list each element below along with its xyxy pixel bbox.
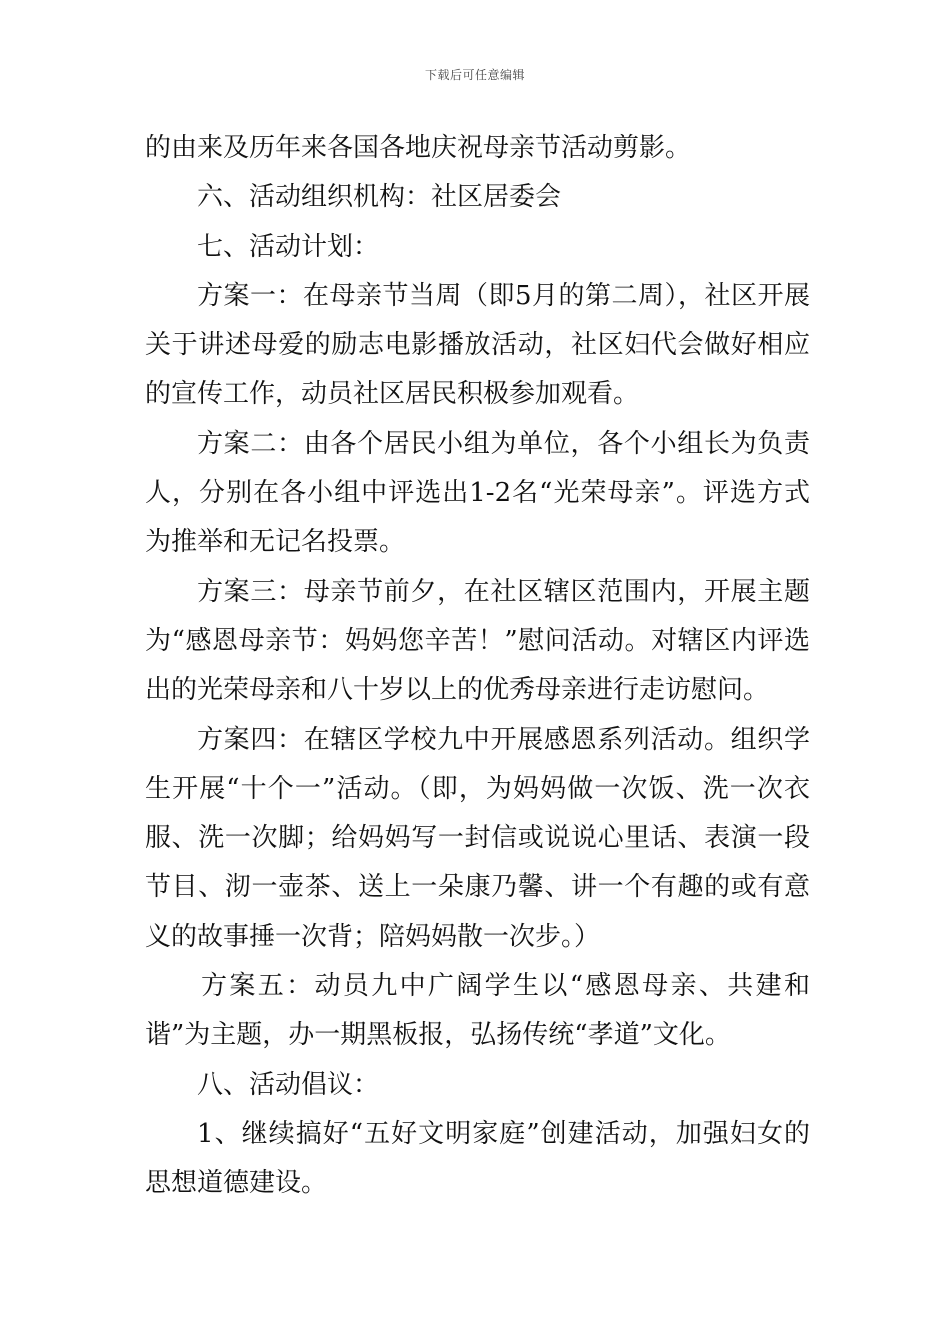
plan-three: 方案三：母亲节前夕，在社区辖区范围内，开展主题为“感恩母亲节：妈妈您辛苦！”慰问活动。对辖区内评选出的光荣母亲和八十岁以上的优秀母亲进行走访慰问。 (145, 576, 810, 706)
section-initiative-heading: 八、活动倡议： (197, 1069, 380, 1100)
plan-one: 方案一：在母亲节当周（即5月的第二周），社区开展关于讲述母爱的励志电影播放活动，社区妇代会做好相应的宣传工作，动员社区居民积极参加观看。 (145, 280, 810, 410)
section-plan-heading: 七、活动计划： (197, 231, 380, 262)
plan-five: 方案五：动员九中广阔学生以“感恩母亲、共建和谐”为主题，办一期黑板报，弘扬传统“孝道”文化。 (145, 971, 810, 1051)
section-organizer: 六、活动组织机构：社区居委会 (197, 182, 562, 213)
plan-four: 方案四：在辖区学校九中开展感恩系列活动。组织学生开展“十个一”活动。（即，为妈妈做一次饭、洗一次衣服、洗一次脚；给妈妈写一封信或说说心里话、表演一段节目、沏一壶茶、送上一朵康乃馨、讲一个有趣的或有意义的故事捶一次背；陪妈妈散一次步。） (145, 724, 810, 952)
page-header-note: 下载后可任意编辑 (424, 68, 525, 82)
document-body (145, 124, 810, 1209)
initiative-item-one: 1、继续搞好“五好文明家庭”创建活动，加强妇女的思想道德建设。 (145, 1118, 810, 1199)
plan-two: 方案二：由各个居民小组为单位，各个小组长为负责人，分别在各小组中评选出1-2名“光荣母亲”。评选方式为推举和无记名投票。 (145, 428, 810, 558)
paragraph-continuation: 的由来及历年来各国各地庆祝母亲节活动剪影。 (145, 133, 692, 163)
